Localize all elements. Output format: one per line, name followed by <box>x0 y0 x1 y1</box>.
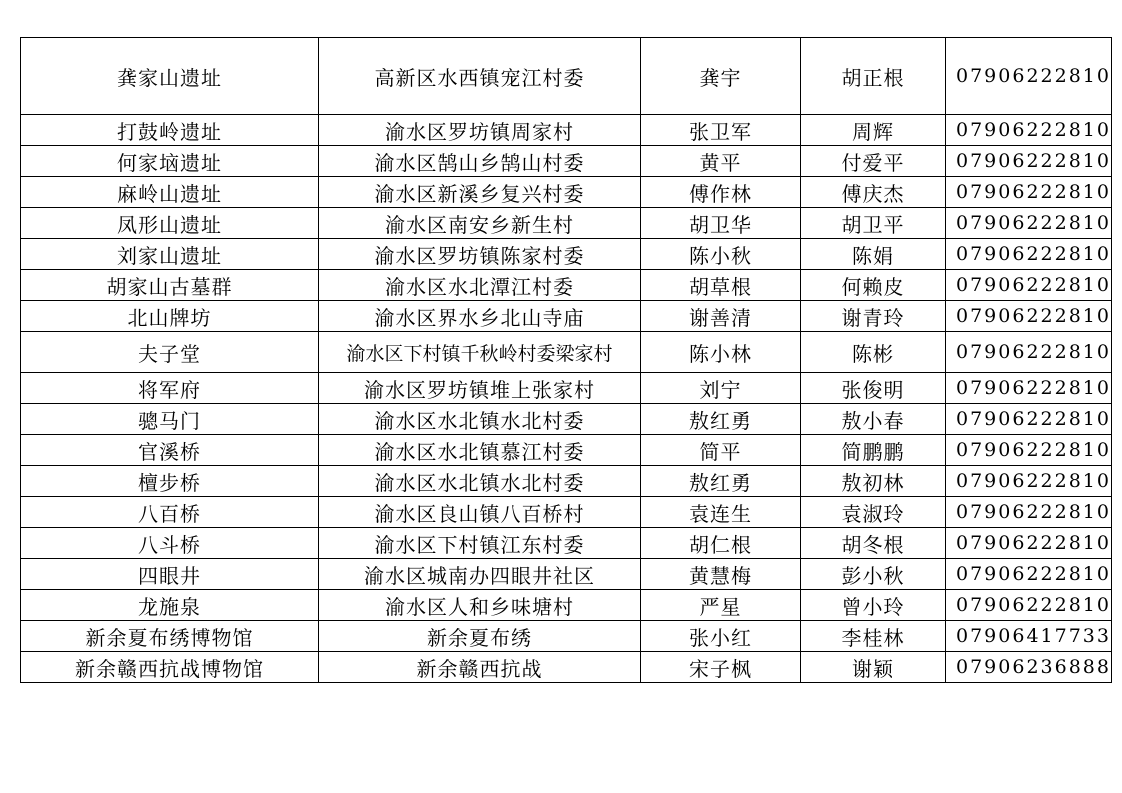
phone-cell: 07906222810 <box>946 177 1112 208</box>
address-cell: 渝水区鹄山乡鹄山村委 <box>319 146 641 177</box>
person-cell: 张小红 <box>641 621 801 652</box>
phone-cell: 07906222810 <box>946 559 1112 590</box>
person-cell: 胡仁根 <box>641 528 801 559</box>
address-cell: 渝水区下村镇千秋岭村委梁家村 <box>319 332 641 373</box>
contact-cell: 彭小秋 <box>801 559 946 590</box>
table-row <box>21 177 1112 208</box>
site-name-cell: 何家垴遗址 <box>21 146 319 177</box>
address-cell: 渝水区水北镇水北村委 <box>319 466 641 497</box>
contact-cell: 胡正根 <box>801 38 946 115</box>
table-row <box>21 115 1112 146</box>
address-cell: 新余赣西抗战 <box>319 652 641 683</box>
phone-cell: 07906236888 <box>946 652 1112 683</box>
phone-cell: 07906222810 <box>946 404 1112 435</box>
table-row <box>21 497 1112 528</box>
table-row <box>21 301 1112 332</box>
phone-cell: 07906222810 <box>946 466 1112 497</box>
person-cell: 简平 <box>641 435 801 466</box>
person-cell: 傅作林 <box>641 177 801 208</box>
phone-cell: 07906222810 <box>946 270 1112 301</box>
site-name-cell: 八百桥 <box>21 497 319 528</box>
table-row <box>21 208 1112 239</box>
person-cell: 刘宁 <box>641 373 801 404</box>
phone-cell: 07906222810 <box>946 373 1112 404</box>
contact-cell: 胡冬根 <box>801 528 946 559</box>
contact-cell: 李桂林 <box>801 621 946 652</box>
person-cell: 敖红勇 <box>641 404 801 435</box>
table-row <box>21 239 1112 270</box>
phone-cell: 07906222810 <box>946 301 1112 332</box>
phone-cell: 07906222810 <box>946 38 1112 115</box>
table-row <box>21 146 1112 177</box>
site-name-cell: 新余夏布绣博物馆 <box>21 621 319 652</box>
table-row <box>21 590 1112 621</box>
site-name-cell: 北山牌坊 <box>21 301 319 332</box>
contact-cell: 敖小春 <box>801 404 946 435</box>
address-cell: 高新区水西镇宠江村委 <box>319 38 641 115</box>
site-name-cell: 檀步桥 <box>21 466 319 497</box>
address-cell: 新余夏布绣 <box>319 621 641 652</box>
phone-cell: 07906222810 <box>946 435 1112 466</box>
address-cell: 渝水区新溪乡复兴村委 <box>319 177 641 208</box>
contact-cell: 周辉 <box>801 115 946 146</box>
person-cell: 陈小林 <box>641 332 801 373</box>
person-cell: 严星 <box>641 590 801 621</box>
person-cell: 谢善清 <box>641 301 801 332</box>
contact-cell: 张俊明 <box>801 373 946 404</box>
site-name-cell: 龚家山遗址 <box>21 38 319 115</box>
person-cell: 敖红勇 <box>641 466 801 497</box>
contact-cell: 曾小玲 <box>801 590 946 621</box>
site-name-cell: 新余赣西抗战博物馆 <box>21 652 319 683</box>
table-row <box>21 404 1112 435</box>
person-cell: 陈小秋 <box>641 239 801 270</box>
contact-cell: 简鹏鹏 <box>801 435 946 466</box>
site-name-cell: 官溪桥 <box>21 435 319 466</box>
table-row <box>21 621 1112 652</box>
address-cell: 渝水区界水乡北山寺庙 <box>319 301 641 332</box>
table-row <box>21 38 1112 115</box>
site-name-cell: 胡家山古墓群 <box>21 270 319 301</box>
address-cell: 渝水区罗坊镇周家村 <box>319 115 641 146</box>
contact-cell: 傅庆杰 <box>801 177 946 208</box>
contact-cell: 谢青玲 <box>801 301 946 332</box>
site-name-cell: 刘家山遗址 <box>21 239 319 270</box>
contact-cell: 陈彬 <box>801 332 946 373</box>
table-row <box>21 270 1112 301</box>
address-cell: 渝水区下村镇江东村委 <box>319 528 641 559</box>
phone-cell: 07906222810 <box>946 497 1112 528</box>
table-row <box>21 332 1112 373</box>
table-row <box>21 528 1112 559</box>
address-cell: 渝水区城南办四眼井社区 <box>319 559 641 590</box>
person-cell: 宋子枫 <box>641 652 801 683</box>
site-name-cell: 夫子堂 <box>21 332 319 373</box>
site-name-cell: 将军府 <box>21 373 319 404</box>
contact-cell: 敖初林 <box>801 466 946 497</box>
table-row <box>21 559 1112 590</box>
person-cell: 黄平 <box>641 146 801 177</box>
address-cell: 渝水区水北镇水北村委 <box>319 404 641 435</box>
address-cell: 渝水区人和乡味塘村 <box>319 590 641 621</box>
site-name-cell: 四眼井 <box>21 559 319 590</box>
contact-cell: 谢颖 <box>801 652 946 683</box>
site-name-cell: 打鼓岭遗址 <box>21 115 319 146</box>
contact-cell: 胡卫平 <box>801 208 946 239</box>
site-name-cell: 麻岭山遗址 <box>21 177 319 208</box>
contact-cell: 袁淑玲 <box>801 497 946 528</box>
address-cell: 渝水区南安乡新生村 <box>319 208 641 239</box>
table-row <box>21 435 1112 466</box>
phone-cell: 07906222810 <box>946 239 1112 270</box>
address-cell: 渝水区水北镇慕江村委 <box>319 435 641 466</box>
contact-cell: 陈娟 <box>801 239 946 270</box>
site-name-cell: 八斗桥 <box>21 528 319 559</box>
table-row <box>21 652 1112 683</box>
contact-cell: 付爱平 <box>801 146 946 177</box>
phone-cell: 07906222810 <box>946 528 1112 559</box>
person-cell: 龚宇 <box>641 38 801 115</box>
site-name-cell: 骢马门 <box>21 404 319 435</box>
address-cell: 渝水区罗坊镇堆上张家村 <box>319 373 641 404</box>
site-name-cell: 龙施泉 <box>21 590 319 621</box>
contact-table <box>20 37 1112 683</box>
person-cell: 胡卫华 <box>641 208 801 239</box>
phone-cell: 07906222810 <box>946 208 1112 239</box>
person-cell: 黄慧梅 <box>641 559 801 590</box>
phone-cell: 07906222810 <box>946 590 1112 621</box>
phone-cell: 07906222810 <box>946 115 1112 146</box>
address-cell: 渝水区水北潭江村委 <box>319 270 641 301</box>
phone-cell: 07906417733 <box>946 621 1112 652</box>
contact-cell: 何赖皮 <box>801 270 946 301</box>
person-cell: 胡草根 <box>641 270 801 301</box>
person-cell: 张卫军 <box>641 115 801 146</box>
phone-cell: 07906222810 <box>946 332 1112 373</box>
table-row <box>21 373 1112 404</box>
person-cell: 袁连生 <box>641 497 801 528</box>
phone-cell: 07906222810 <box>946 146 1112 177</box>
address-cell: 渝水区良山镇八百桥村 <box>319 497 641 528</box>
site-name-cell: 凤形山遗址 <box>21 208 319 239</box>
address-cell: 渝水区罗坊镇陈家村委 <box>319 239 641 270</box>
table-row <box>21 466 1112 497</box>
